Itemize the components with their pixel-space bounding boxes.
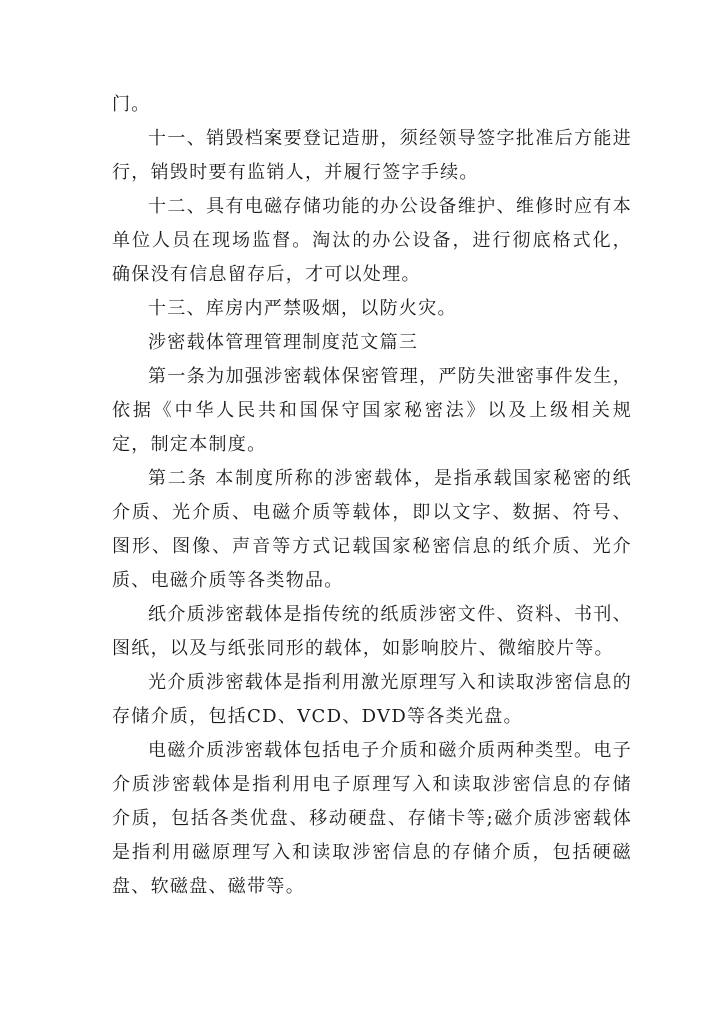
paragraph-article-one: 第一条为加强涉密载体保密管理，严防失泄密事件发生，依据《中华人民共和国保守国家秘密法》以及上级相关规定，制定本制度。 [112,366,632,455]
paragraph-item-thirteen: 十三、库房内严禁吸烟，以防火灾。 [148,298,457,319]
paragraph-item-eleven: 十一、销毁档案要登记造册，须经领导签字批准后方能进行，销毁时要有监销人，并履行签字手续。 [112,128,632,183]
document-body [112,88,632,904]
section-heading: 涉密载体管理管理制度范文篇三 [148,332,419,353]
paragraph-paper-media: 纸介质涉密载体是指传统的纸质涉密文件、资料、书刊、图纸，以及与纸张同形的载体，如影响胶片、微缩胶片等。 [112,604,632,659]
paragraph-optical-media: 光介质涉密载体是指利用激光原理写入和读取涉密信息的存储介质，包括CD、VCD、DVD等各类光盘。 [112,672,632,727]
paragraph-item-twelve: 十二、具有电磁存储功能的办公设备维护、维修时应有本单位人员在现场监督。淘汰的办公设备，进行彻底格式化，确保没有信息留存后，才可以处理。 [112,196,632,285]
paragraph-article-two: 第二条 本制度所称的涉密载体，是指承载国家秘密的纸介质、光介质、电磁介质等载体，即以文字、数据、符号、图形、图像、声音等方式记载国家秘密信息的纸介质、光介质、电磁介质等各类物品。 [112,468,632,591]
paragraph-electromagnetic-media: 电磁介质涉密载体包括电子介质和磁介质两种类型。电子介质涉密载体是指利用电子原理写入和读取涉密信息的存储介质，包括各类优盘、移动硬盘、存储卡等;磁介质涉密载体是指利用磁原理写入和读取涉密信息的存储介质，包括硬磁盘、软磁盘、磁带等。 [112,740,632,897]
paragraph-continuation: 门。 [112,94,151,115]
